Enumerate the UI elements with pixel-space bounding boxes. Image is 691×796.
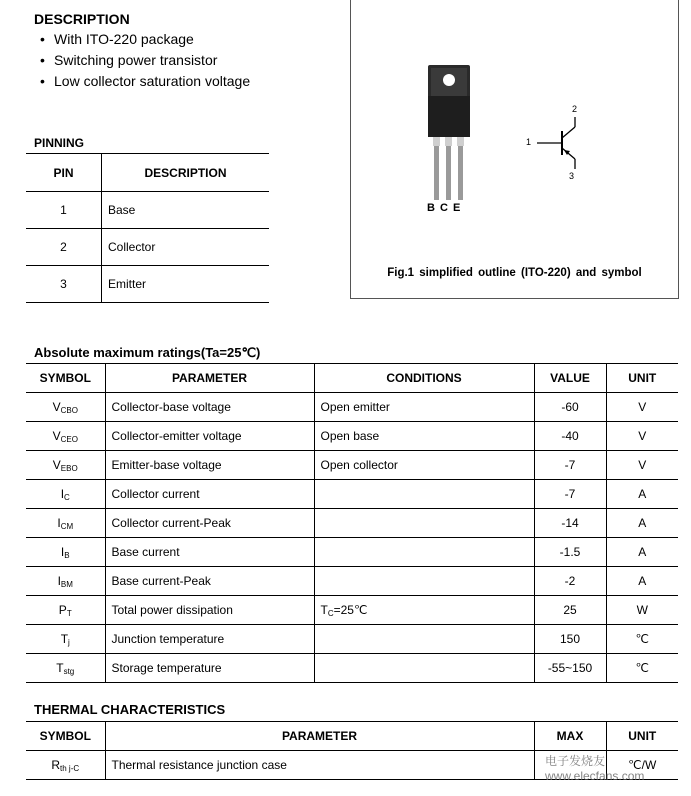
header-parameter: PARAMETER	[105, 364, 314, 393]
unit-cell: ℃	[606, 654, 678, 683]
pin-number: 1	[26, 192, 102, 229]
unit-cell: W	[606, 596, 678, 625]
figure-box	[350, 0, 679, 299]
table-row	[26, 266, 269, 303]
symbol-label-emitter: 3	[569, 171, 575, 181]
pin-number: 3	[26, 266, 102, 303]
value-cell: -40	[534, 422, 606, 451]
unit-cell: A	[606, 538, 678, 567]
value-cell: -7	[534, 480, 606, 509]
pin-letters: B C E	[427, 202, 462, 214]
unit-cell: A	[606, 509, 678, 538]
lead-shoulder	[445, 137, 452, 146]
unit-cell: ℃/W	[606, 751, 678, 780]
table-row	[26, 451, 678, 480]
pin-description: Emitter	[102, 266, 270, 303]
table-header-row	[26, 722, 678, 751]
conditions-cell	[314, 567, 534, 596]
parameter-cell: Base current-Peak	[105, 567, 314, 596]
conditions-cell	[314, 538, 534, 567]
transistor-symbol	[537, 117, 575, 169]
header-value: VALUE	[534, 364, 606, 393]
lead-shoulder	[457, 137, 464, 146]
symbol-cell: $V_{EBO}$	[26, 451, 105, 480]
pin-description: Collector	[102, 229, 270, 266]
header-max: MAX	[534, 722, 606, 751]
header-pin: PIN	[26, 154, 102, 192]
value-cell: -60	[534, 393, 606, 422]
abs-max-title: Absolute maximum ratings(Ta=25℃)	[34, 345, 261, 360]
unit-cell: V	[606, 393, 678, 422]
symbol-cell: $V_{CBO}$	[26, 393, 105, 422]
parameter-cell: Junction temperature	[105, 625, 314, 654]
value-cell: -1.5	[534, 538, 606, 567]
parameter-cell: Collector current	[105, 480, 314, 509]
table-row	[26, 509, 678, 538]
table-row	[26, 229, 269, 266]
parameter-cell: Collector current-Peak	[105, 509, 314, 538]
thermal-title: THERMAL CHARACTERISTICS	[34, 702, 226, 717]
symbol-cell: $V_{CEO}$	[26, 422, 105, 451]
value-cell: -7	[534, 451, 606, 480]
table-row	[26, 538, 678, 567]
header-unit: UNIT	[606, 722, 678, 751]
conditions-cell: Open collector	[314, 451, 534, 480]
feature-item: • Switching power transistor	[40, 52, 218, 68]
parameter-cell: Storage temperature	[105, 654, 314, 683]
symbol-cell: $T_{stg}$	[26, 654, 105, 683]
value-cell: 25	[534, 596, 606, 625]
pinning-title: PINNING	[34, 136, 85, 150]
unit-cell: A	[606, 480, 678, 509]
package-mold	[428, 96, 470, 137]
unit-cell: V	[606, 451, 678, 480]
table-row	[26, 393, 678, 422]
table-row	[26, 654, 678, 683]
header-description: DESCRIPTION	[102, 154, 270, 192]
symbol-cell: $T_j$	[26, 625, 105, 654]
table-row	[26, 422, 678, 451]
symbol-cell: $P_T$	[26, 596, 105, 625]
symbol-cell: $I_B$	[26, 538, 105, 567]
table-header-row	[26, 364, 678, 393]
value-cell: -55~150	[534, 654, 606, 683]
lead-collector	[446, 137, 451, 200]
symbol-cell: $R_{th j-C}$	[26, 751, 105, 780]
unit-cell: ℃	[606, 625, 678, 654]
parameter-cell: Base current	[105, 538, 314, 567]
conditions-cell: Open emitter	[314, 393, 534, 422]
table-row	[26, 567, 678, 596]
conditions-cell: $T_C=25℃$	[314, 596, 534, 625]
watermark: 电子发烧友 www.elecfans.com	[545, 754, 645, 783]
lead-base	[434, 137, 439, 200]
header-symbol: SYMBOL	[26, 722, 105, 751]
conditions-cell: Open base	[314, 422, 534, 451]
description-title: DESCRIPTION	[34, 11, 130, 27]
parameter-cell: Emitter-base voltage	[105, 451, 314, 480]
parameter-cell: Collector-emitter voltage	[105, 422, 314, 451]
package-outline-drawing	[351, 0, 680, 260]
feature-item: • With ITO-220 package	[40, 31, 194, 47]
conditions-cell	[314, 480, 534, 509]
header-symbol: SYMBOL	[26, 364, 105, 393]
unit-cell: V	[606, 422, 678, 451]
pinning-table	[26, 153, 269, 303]
table-header-row	[26, 154, 269, 192]
value-cell: -14	[534, 509, 606, 538]
table-row	[26, 625, 678, 654]
symbol-cell: $I_C$	[26, 480, 105, 509]
unit-cell: A	[606, 567, 678, 596]
lead-shoulder	[433, 137, 440, 146]
pin-number: 2	[26, 229, 102, 266]
parameter-cell: Thermal resistance junction case	[105, 751, 534, 780]
symbol-label-base: 1	[526, 137, 532, 147]
feature-item: • Low collector saturation voltage	[40, 73, 251, 89]
symbol-label-collector: 2	[572, 104, 578, 114]
table-row	[26, 192, 269, 229]
feature-list	[40, 29, 250, 92]
mounting-hole	[443, 74, 455, 86]
value-cell: 150	[534, 625, 606, 654]
conditions-cell	[314, 654, 534, 683]
parameter-cell: Collector-base voltage	[105, 393, 314, 422]
conditions-cell	[314, 509, 534, 538]
conditions-cell	[314, 625, 534, 654]
parameter-cell: Total power dissipation	[105, 596, 314, 625]
header-parameter: PARAMETER	[105, 722, 534, 751]
header-unit: UNIT	[606, 364, 678, 393]
symbol-cell: $I_{CM}$	[26, 509, 105, 538]
lead-emitter	[458, 137, 463, 200]
abs-max-table	[26, 363, 678, 683]
value-cell: -2	[534, 567, 606, 596]
header-conditions: CONDITIONS	[314, 364, 534, 393]
table-row	[26, 596, 678, 625]
figure-caption: Fig.1 simplified outline (ITO-220) and symbol	[387, 267, 642, 279]
symbol-cell: $I_{BM}$	[26, 567, 105, 596]
table-row	[26, 480, 678, 509]
pin-description: Base	[102, 192, 270, 229]
